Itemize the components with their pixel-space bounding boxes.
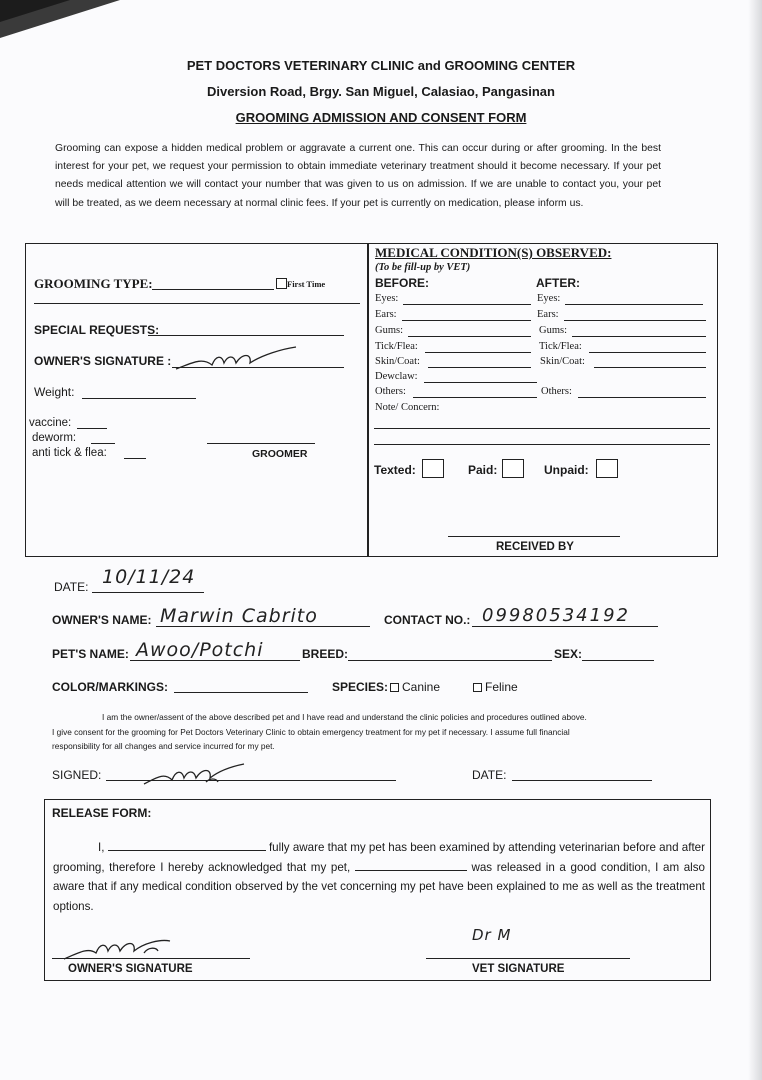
color-label: COLOR/MARKINGS: bbox=[52, 680, 168, 694]
groomer-label: GROOMER bbox=[252, 448, 308, 460]
feline-checkbox[interactable] bbox=[473, 683, 482, 692]
weight-field[interactable] bbox=[82, 398, 196, 399]
owner-name-value: Marwin Cabrito bbox=[160, 605, 318, 627]
after-eyes-label: Eyes: bbox=[537, 293, 561, 304]
after-gums-field[interactable] bbox=[572, 336, 706, 337]
texted-checkbox[interactable] bbox=[422, 459, 444, 478]
after-others-label: Others: bbox=[541, 386, 572, 397]
received-by-label: RECEIVED BY bbox=[496, 541, 574, 553]
feline-label: Feline bbox=[485, 680, 518, 694]
medical-subtitle: (To be fill-up by VET) bbox=[375, 262, 471, 273]
sex-field[interactable] bbox=[582, 660, 654, 661]
after-skin-label: Skin/Coat: bbox=[540, 356, 585, 367]
breed-field[interactable] bbox=[348, 660, 552, 661]
canine-label: Canine bbox=[402, 680, 441, 694]
scan-corner-shadow bbox=[0, 0, 120, 40]
form-title: GROOMING ADMISSION AND CONSENT FORM bbox=[235, 110, 527, 125]
date-field[interactable] bbox=[92, 592, 204, 593]
pet-name-value: Awoo/Potchi bbox=[136, 639, 264, 661]
before-ears-label: Ears: bbox=[375, 309, 397, 320]
grooming-type-label: GROOMING TYPE: bbox=[34, 276, 153, 291]
dewclaw-label: Dewclaw: bbox=[375, 371, 418, 382]
signed-date-label: DATE: bbox=[472, 768, 507, 782]
clinic-name: PET DOCTORS VETERINARY CLINIC and GROOMING CENTER bbox=[186, 58, 576, 73]
vet-signature-field[interactable] bbox=[426, 958, 630, 959]
release-text-2: fully aware that my pet has been examined by attending veterinarian before and after grooming, therefore I hereby acknowledged that my pet, bbox=[53, 841, 705, 874]
vet-initials: Dr M bbox=[472, 926, 512, 944]
deworm-field[interactable] bbox=[91, 443, 115, 444]
before-ears-field[interactable] bbox=[402, 320, 531, 321]
note-field-1[interactable] bbox=[374, 428, 710, 429]
before-tick-field[interactable] bbox=[425, 352, 531, 353]
before-skin-field[interactable] bbox=[428, 367, 531, 368]
grooming-type-field[interactable] bbox=[152, 289, 274, 290]
special-requests-field[interactable] bbox=[148, 335, 344, 336]
date-value: 10/11/24 bbox=[102, 566, 196, 588]
release-pet-field[interactable] bbox=[355, 859, 467, 871]
breed-label: BREED: bbox=[302, 647, 349, 661]
first-time-checkbox[interactable] bbox=[276, 278, 287, 289]
date-label: DATE: bbox=[54, 580, 89, 594]
special-requests-label: SPECIAL REQUESTS: bbox=[34, 323, 160, 337]
before-skin-label: Skin/Coat: bbox=[375, 356, 420, 367]
pet-name-label: PET'S NAME: bbox=[52, 647, 129, 661]
before-others-label: Others: bbox=[375, 386, 406, 397]
species-label: SPECIES: bbox=[332, 680, 389, 694]
after-ears-field[interactable] bbox=[564, 320, 706, 321]
unpaid-label: Unpaid: bbox=[544, 463, 589, 477]
vet-signature-label: VET SIGNATURE bbox=[472, 963, 565, 975]
after-gums-label: Gums: bbox=[539, 325, 568, 336]
release-owner-field[interactable] bbox=[108, 839, 266, 851]
before-gums-field[interactable] bbox=[408, 336, 531, 337]
before-eyes-label: Eyes: bbox=[375, 293, 399, 304]
canine-checkbox[interactable] bbox=[390, 683, 399, 692]
anti-tick-field[interactable] bbox=[124, 458, 146, 459]
medical-section bbox=[367, 243, 718, 557]
note-field-2[interactable] bbox=[374, 444, 710, 445]
signed-date-field[interactable] bbox=[512, 780, 652, 781]
received-by-field[interactable] bbox=[448, 536, 620, 537]
release-paragraph bbox=[53, 838, 705, 916]
intro-paragraph: Grooming can expose a hidden medical problem or aggravate a current one. This can occur during or after grooming. In the best interest for your pet, we request your permission to obtain immediate veterinary treatment should it become necessary. If your pet needs medical attention we will contact your number that was given to us on admission. If we are unable to contact you, your pet will be treated, as we deem necessary at normal clinic fees. If your pet is currently on medication, please inform us. bbox=[55, 143, 661, 209]
vaccine-field[interactable] bbox=[77, 428, 107, 429]
after-tick-field[interactable] bbox=[589, 352, 706, 353]
before-tick-label: Tick/Flea: bbox=[375, 341, 418, 352]
dewclaw-field[interactable] bbox=[424, 382, 537, 383]
contact-label: CONTACT NO.: bbox=[384, 613, 471, 627]
consent-line-3: responsibility for all changes and service incurred for my pet. bbox=[52, 741, 275, 751]
before-others-field[interactable] bbox=[413, 397, 537, 398]
sex-label: SEX: bbox=[554, 647, 583, 661]
after-others-field[interactable] bbox=[578, 397, 706, 398]
texted-label: Texted: bbox=[374, 463, 416, 477]
after-ears-label: Ears: bbox=[537, 309, 559, 320]
deworm-label: deworm: bbox=[32, 432, 77, 444]
unpaid-checkbox[interactable] bbox=[596, 459, 618, 478]
before-label: BEFORE: bbox=[375, 276, 429, 290]
owner-signature-image bbox=[172, 343, 302, 373]
owner-name-label: OWNER'S NAME: bbox=[52, 613, 152, 627]
color-field[interactable] bbox=[174, 692, 308, 693]
signed-signature-image bbox=[140, 760, 250, 788]
owner-signature-label: OWNER'S SIGNATURE : bbox=[34, 354, 172, 368]
scan-edge-shadow bbox=[748, 0, 762, 1080]
release-text-1: I, bbox=[98, 841, 105, 854]
paid-label: Paid: bbox=[468, 463, 498, 477]
groomer-signature-field[interactable] bbox=[207, 443, 315, 444]
paid-checkbox[interactable] bbox=[502, 459, 524, 478]
consent-line-1: I am the owner/assent of the above described pet and I have read and understand the clinic policies and procedures outlined above. bbox=[102, 712, 587, 722]
release-text-3: was released in a good condition, I am also aware that if any medical condition observed by the vet concerning my pet have been explained to me as well as the treatment options. bbox=[53, 860, 705, 913]
medical-title: MEDICAL CONDITION(S) OBSERVED: bbox=[375, 245, 612, 260]
after-label: AFTER: bbox=[536, 276, 580, 290]
before-eyes-field[interactable] bbox=[403, 304, 531, 305]
signed-label: SIGNED: bbox=[52, 768, 102, 782]
note-label: Note/ Concern: bbox=[375, 402, 440, 413]
release-owner-signature-label: OWNER'S SIGNATURE bbox=[68, 963, 193, 975]
clinic-address: Diversion Road, Brgy. San Miguel, Calasiao, Pangasinan bbox=[207, 84, 555, 99]
after-eyes-field[interactable] bbox=[565, 304, 703, 305]
contact-field[interactable] bbox=[472, 626, 658, 627]
before-gums-label: Gums: bbox=[375, 325, 404, 336]
vaccine-label: vaccine: bbox=[29, 417, 72, 429]
after-skin-field[interactable] bbox=[594, 367, 706, 368]
grooming-type-field-2[interactable] bbox=[34, 303, 360, 304]
release-owner-signature-image bbox=[60, 933, 190, 963]
consent-line-2: I give consent for the grooming for Pet Doctors Veterinary Clinic to obtain emergency treatment for my pet if necessary. I assume full financial bbox=[52, 727, 570, 737]
anti-tick-label: anti tick & flea: bbox=[32, 447, 107, 459]
after-tick-label: Tick/Flea: bbox=[539, 341, 582, 352]
release-title: RELEASE FORM: bbox=[52, 806, 152, 820]
contact-value: 09980534192 bbox=[482, 605, 630, 626]
first-time-label: First Time bbox=[287, 279, 326, 289]
weight-label: Weight: bbox=[34, 385, 75, 399]
